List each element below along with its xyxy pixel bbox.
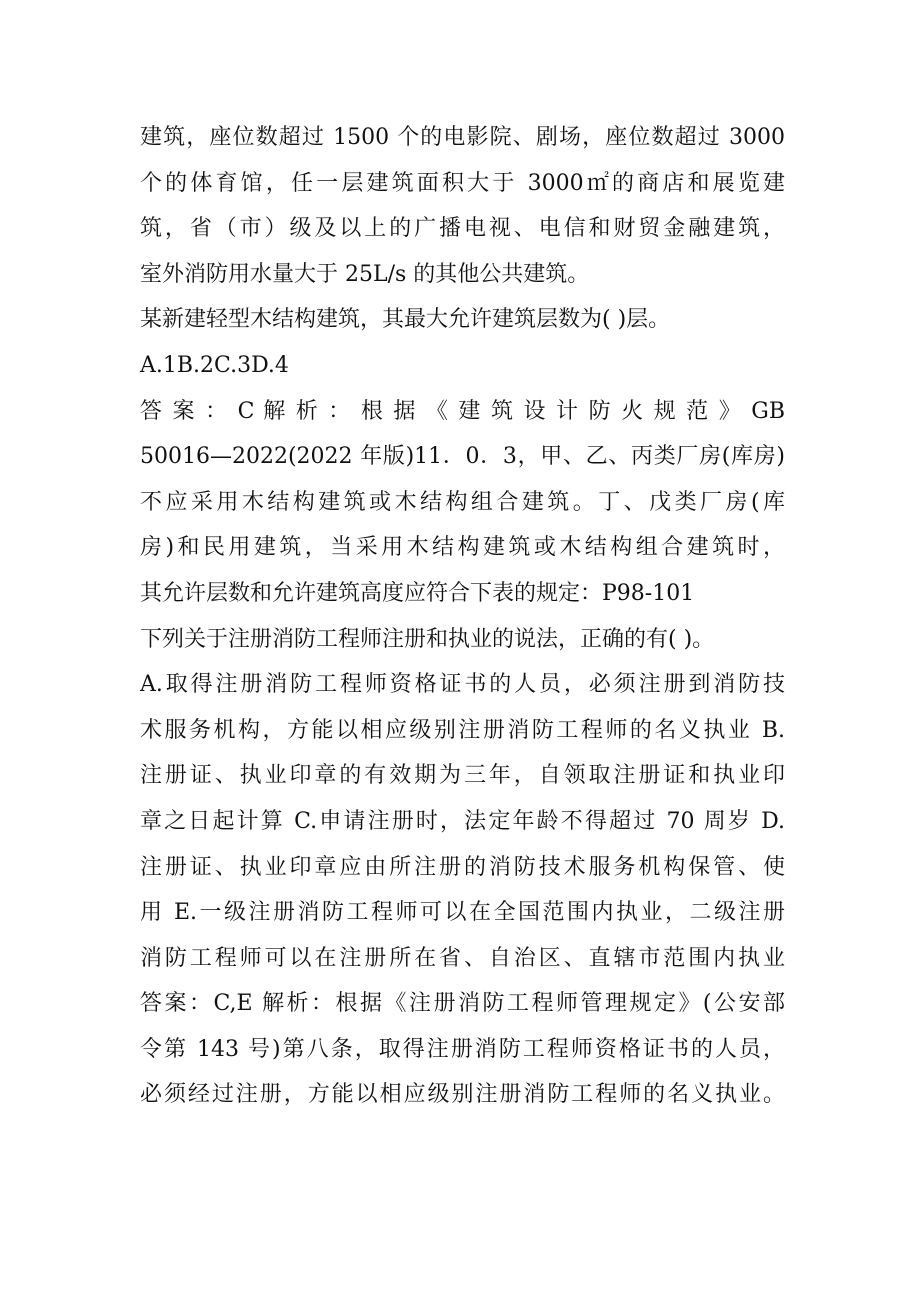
text-line: 必须经过注册，方能以相应级别注册消防工程师的名义执业。 <box>140 1082 785 1108</box>
text-line: 用 E.一级注册消防工程师可以在全国范围内执业，二级注册 <box>140 900 785 926</box>
text-line: 下列关于注册消防工程师注册和执业的说法，正确的有( )。 <box>140 626 715 652</box>
document-page <box>140 115 785 1118</box>
text-line: A.1B.2C.3D.4 <box>140 352 289 378</box>
text-line: 令第 143 号)第八条，取得注册消防工程师资格证书的人员， <box>140 1036 785 1062</box>
text-line: 术服务机构，方能以相应级别注册消防工程师的名义执业 B. <box>140 717 785 743</box>
text-line: A.取得注册消防工程师资格证书的人员，必须注册到消防技 <box>140 672 785 698</box>
text-line: 答案：C,E 解析：根据《注册消防工程师管理规定》(公安部 <box>140 991 785 1017</box>
text-line: 筑，省（市）级及以上的广播电视、电信和财贸金融建筑， <box>140 216 785 242</box>
text-line: 房)和民用建筑，当采用木结构建筑或木结构组合建筑时， <box>140 535 785 561</box>
text-line: 章之日起计算 C.申请注册时，法定年龄不得超过 70 周岁 D. <box>140 808 785 834</box>
text-line: 个的体育馆，任一层建筑面积大于 3000㎡的商店和展览建 <box>140 170 785 196</box>
text-line: 注册证、执业印章应由所注册的消防技术服务机构保管、使 <box>140 854 785 880</box>
text-line: 某新建轻型木结构建筑，其最大允许建筑层数为( )层。 <box>140 307 671 333</box>
text-line: 答 案 ： C 解 析 ： 根 据 《 建 筑 设 计 防 火 规 范 》 GB <box>140 398 785 424</box>
text-line: 室外消防用水量大于 25L/s 的其他公共建筑。 <box>140 261 590 287</box>
text-line: 注册证、执业印章的有效期为三年，自领取注册证和执业印 <box>140 763 785 789</box>
text-line: 建筑，座位数超过 1500 个的电影院、剧场，座位数超过 3000 <box>140 125 785 150</box>
text-line: 消防工程师可以在注册所在省、自治区、直辖市范围内执业 <box>140 945 785 971</box>
text-line: 不应采用木结构建筑或木结构组合建筑。丁、戊类厂房(库 <box>140 489 785 515</box>
text-line: 50016—2022(2022 年版)11．0．3，甲、乙、丙类厂房(库房) <box>140 444 785 470</box>
text-line: 其允许层数和允许建筑高度应符合下表的规定：P98-101 <box>140 580 695 606</box>
